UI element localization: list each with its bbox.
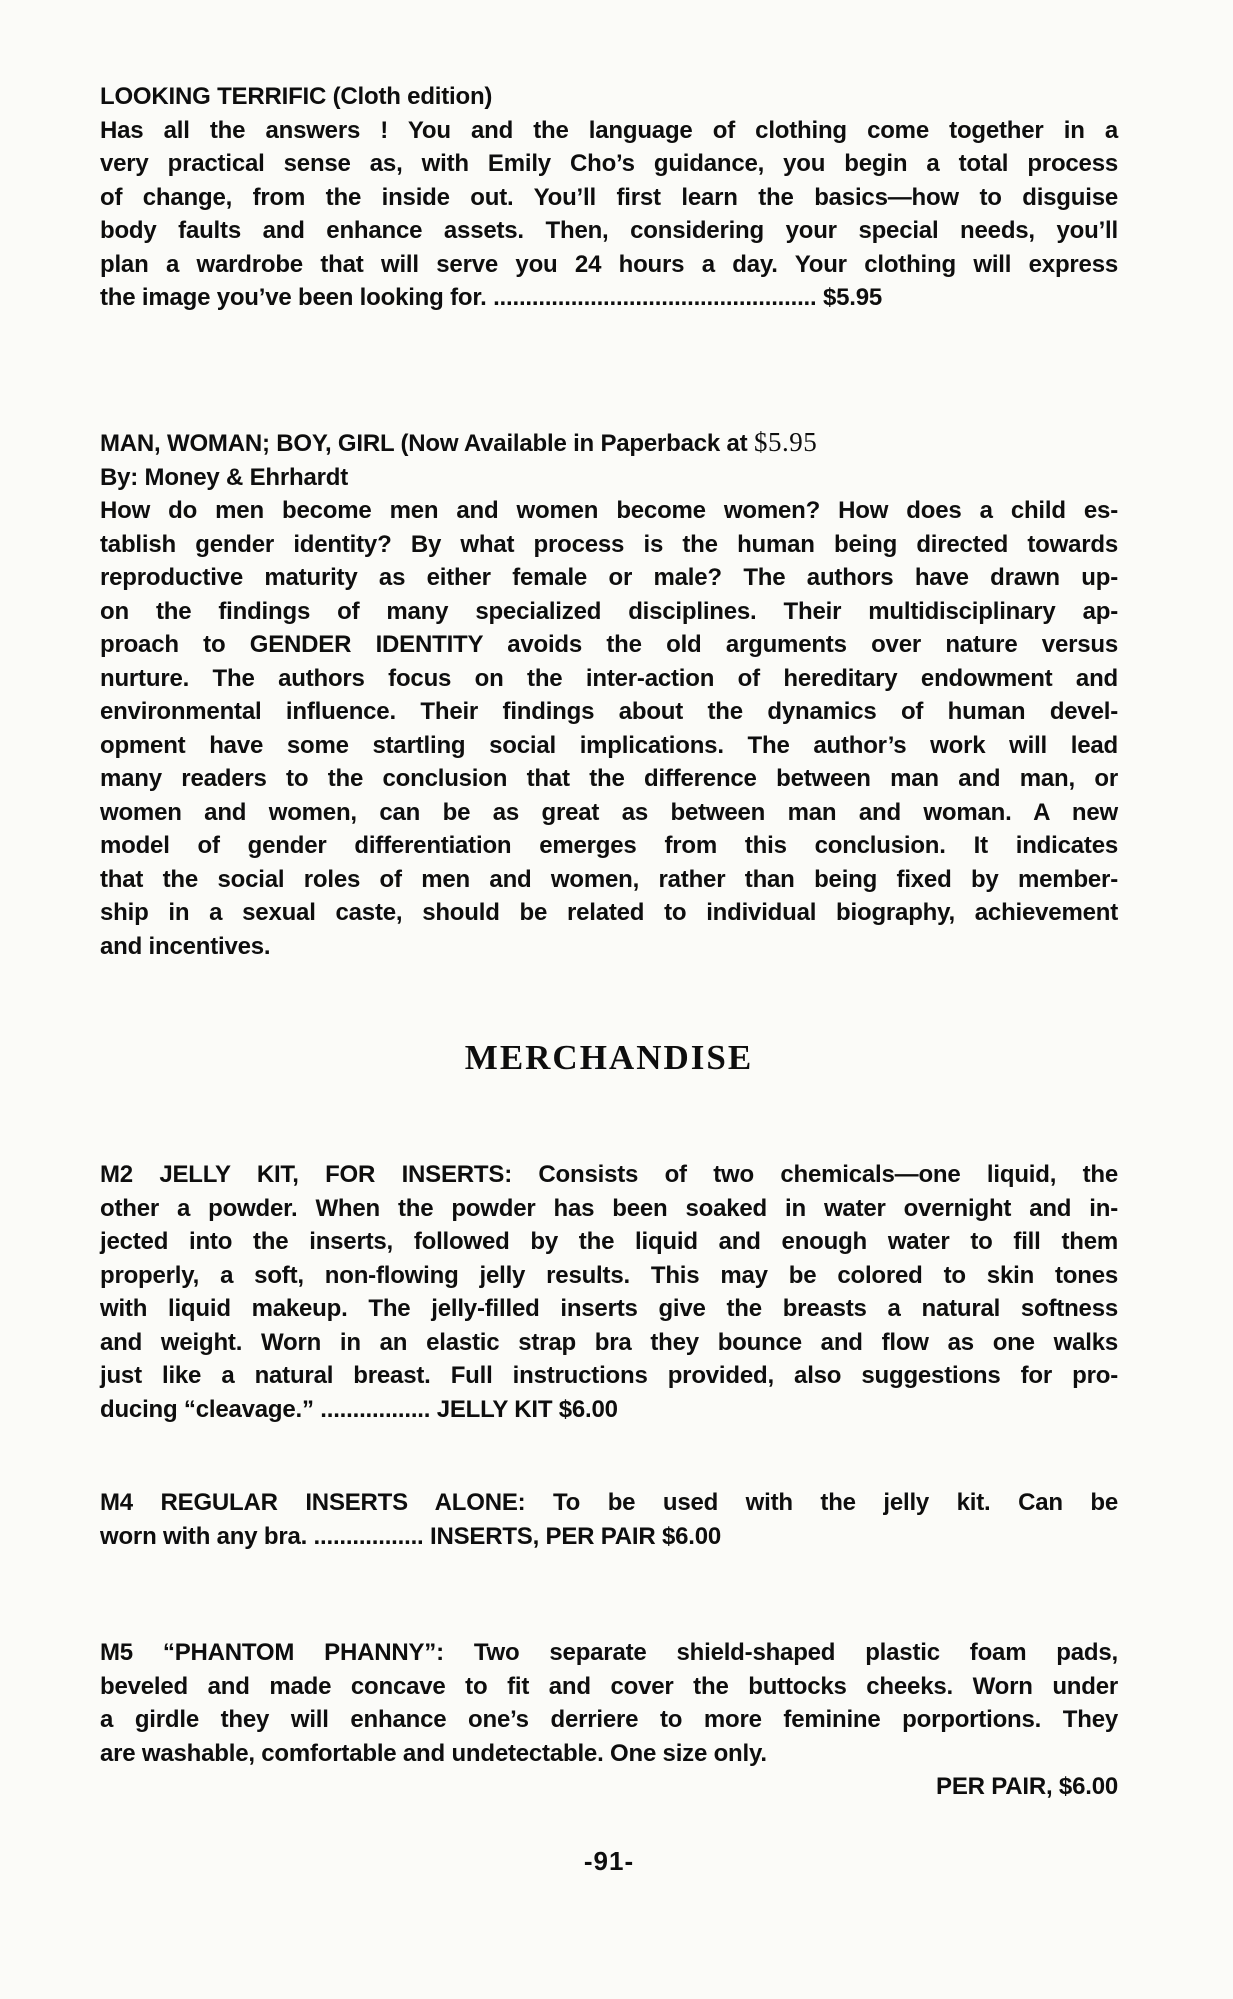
merchandise-item-m4-inserts [100, 1486, 1118, 1553]
book-description [100, 494, 1118, 963]
text-line: environmental influence. Their findings about the dynamics of human devel- [100, 698, 1118, 725]
text-line: and incentives. [100, 932, 271, 960]
book-listing-man-woman-boy-girl [100, 426, 1118, 963]
text-line: a girdle they will enhance one’s derriere to more feminine porportions. They [100, 1706, 1118, 1733]
item-description [100, 1636, 1118, 1770]
book-title-text: MAN, WOMAN; BOY, GIRL (Now Available in Paperback at [100, 430, 748, 457]
text-line: M4 REGULAR INSERTS ALONE: To be used with the jelly kit. Can be [100, 1489, 1118, 1516]
book-price: $5.95 [753, 427, 818, 457]
text-line: plan a wardrobe that will serve you 24 hours a day. Your clothing will express [100, 250, 1118, 278]
merchandise-section-heading: MERCHANDISE [464, 1038, 754, 1077]
text-line: worn with any bra. ................. INSERTS, PER PAIR $6.00 [100, 1522, 722, 1550]
text-line: Has all the answers ! You and the language of clothing come together in a [100, 116, 1118, 144]
text-line: properly, a soft, non-flowing jelly results. This may be colored to skin tones [100, 1261, 1118, 1289]
book-title: LOOKING TERRIFIC (Cloth edition) [100, 83, 493, 110]
text-line: ducing “cleavage.” ................. JELLY KIT $6.00 [100, 1395, 618, 1423]
text-line: other a powder. When the powder has been soaked in water overnight and in- [100, 1194, 1118, 1222]
text-line: that the social roles of men and women, rather than being fixed by member- [100, 865, 1118, 893]
text-line: M2 JELLY KIT, FOR INSERTS: Consists of two chemicals—one liquid, the [100, 1161, 1118, 1188]
text-line: with liquid makeup. The jelly-filled inserts give the breasts a natural softness [100, 1295, 1118, 1322]
merchandise-item-m5-phantom-phanny [100, 1636, 1118, 1804]
item-description [100, 1486, 1118, 1553]
book-title [100, 426, 1118, 461]
text-line: M5 “PHANTOM PHANNY”: Two separate shield-shaped plastic foam pads, [100, 1639, 1118, 1666]
book-listing-looking-terrific [100, 80, 1118, 315]
merchandise-item-m2-jelly-kit [100, 1158, 1118, 1426]
text-line: How do men become men and women become women? How does a child es- [100, 497, 1118, 524]
item-price-line: PER PAIR, $6.00 [936, 1773, 1118, 1800]
text-line: just like a natural breast. Full instructions provided, also suggestions for pro- [100, 1362, 1118, 1389]
text-line: nurture. The authors focus on the inter-action of hereditary endowment and [100, 664, 1118, 692]
item-description [100, 1158, 1118, 1426]
text-line: very practical sense as, with Emily Cho’s guidance, you begin a total process [100, 150, 1118, 177]
text-line: are washable, comfortable and undetectable. One size only. [100, 1739, 767, 1767]
text-line: body faults and enhance assets. Then, considering your special needs, you’ll [100, 217, 1118, 244]
text-line: the image you’ve been looking for. .................................................. $5.95 [100, 284, 883, 311]
text-line: tablish gender identity? By what process is the human being directed towards [100, 530, 1118, 558]
text-line: reproductive maturity as either female or male? The authors have drawn up- [100, 564, 1118, 591]
text-line: jected into the inserts, followed by the liquid and enough water to fill them [100, 1228, 1118, 1255]
text-line: women and women, can be as great as between man and woman. A new [100, 798, 1118, 826]
text-line: and weight. Worn in an elastic strap bra they bounce and flow as one walks [100, 1328, 1118, 1356]
text-line: model of gender differentiation emerges from this conclusion. It indicates [100, 832, 1118, 859]
text-line: many readers to the conclusion that the difference between man and man, or [100, 765, 1118, 792]
text-line: ship in a sexual caste, should be related to individual biography, achievement [100, 899, 1118, 926]
text-line: proach to GENDER IDENTITY avoids the old arguments over nature versus [100, 631, 1118, 658]
book-byline: By: Money & Ehrhardt [100, 463, 349, 491]
text-line: opment have some startling social implications. The author’s work will lead [100, 731, 1118, 759]
text-line: on the findings of many specialized disciplines. Their multidisciplinary ap- [100, 597, 1118, 625]
text-line: of change, from the inside out. You’ll first learn the basics—how to disguise [100, 183, 1118, 211]
book-description [100, 114, 1118, 315]
page-number: -91- [583, 1846, 635, 1876]
text-line: beveled and made concave to fit and cover the buttocks cheeks. Worn under [100, 1672, 1118, 1700]
